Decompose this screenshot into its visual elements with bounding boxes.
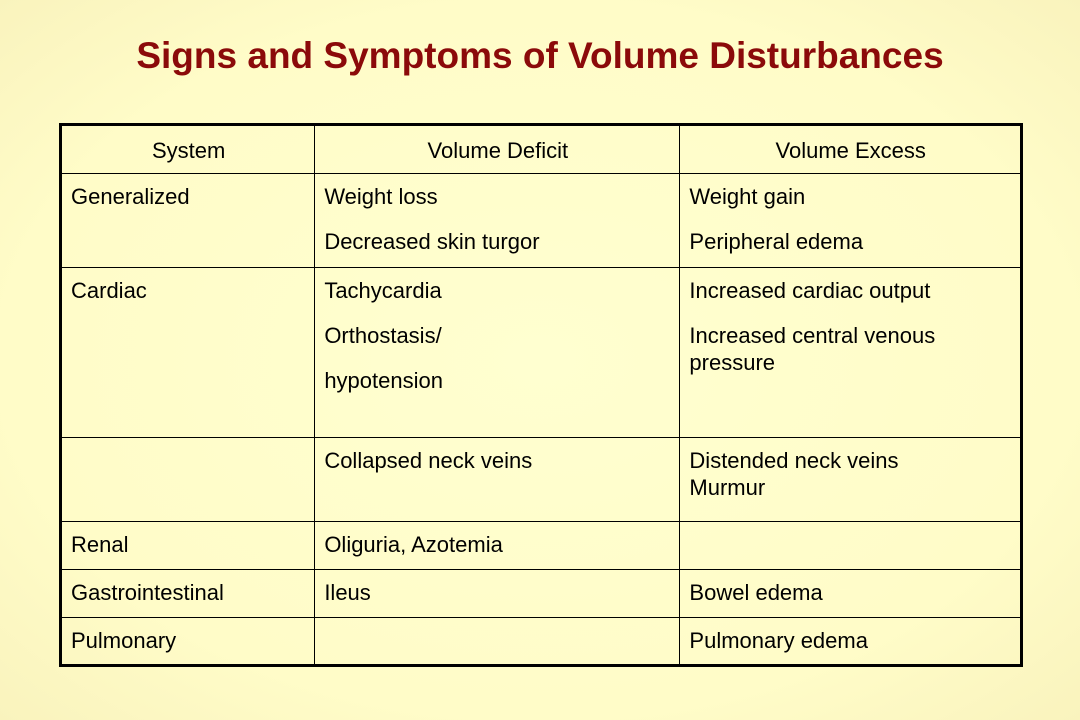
- excess-item: Bowel edema: [689, 580, 823, 605]
- excess-item: Increased central venous pressure: [689, 323, 936, 375]
- excess-item: Weight gain: [689, 184, 806, 209]
- table-row: [61, 268, 1022, 438]
- deficit-item: Collapsed neck veins: [324, 448, 533, 473]
- table-header-row: [61, 125, 1022, 174]
- deficit-item: Decreased skin turgor: [324, 229, 540, 254]
- cell-excess: [680, 618, 1022, 666]
- deficit-item: Orthostasis/: [324, 323, 442, 348]
- deficit-item: Ileus: [324, 580, 371, 605]
- deficit-item: Tachycardia: [324, 278, 442, 303]
- table-row: [61, 570, 1022, 618]
- system-label: Renal: [71, 532, 129, 557]
- cell-deficit: [315, 268, 680, 438]
- cell-system: [61, 438, 315, 522]
- cell-deficit: [315, 522, 680, 570]
- deficit-item: Oliguria, Azotemia: [324, 532, 503, 557]
- cell-system: [61, 174, 315, 268]
- system-label: Pulmonary: [71, 628, 177, 653]
- cell-deficit: [315, 438, 680, 522]
- header-system: System: [61, 125, 315, 174]
- volume-disturbance-table: [59, 123, 1023, 667]
- header-volume-deficit: Volume Deficit: [315, 125, 680, 174]
- cell-excess: [680, 174, 1022, 268]
- excess-item: Pulmonary edema: [689, 628, 868, 653]
- cell-excess: [680, 438, 1022, 522]
- cell-system: [61, 618, 315, 666]
- header-volume-excess: Volume Excess: [680, 125, 1022, 174]
- cell-excess: [680, 522, 1022, 570]
- cell-system: [61, 570, 315, 618]
- cell-deficit: [315, 570, 680, 618]
- excess-item: Distended neck veins: [689, 448, 899, 473]
- excess-item: Peripheral edema: [689, 229, 864, 254]
- excess-item: Increased cardiac output: [689, 278, 931, 303]
- deficit-item: hypotension: [324, 368, 443, 393]
- system-label: Gastrointestinal: [71, 580, 224, 605]
- cell-excess: [680, 268, 1022, 438]
- table-row: [61, 618, 1022, 666]
- cell-system: [61, 522, 315, 570]
- cell-excess: [680, 570, 1022, 618]
- deficit-item: Weight loss: [324, 184, 438, 209]
- table-row: [61, 522, 1022, 570]
- table-row: [61, 174, 1022, 268]
- cell-system: [61, 268, 315, 438]
- slide-title: Signs and Symptoms of Volume Disturbances: [136, 35, 944, 76]
- excess-item: Murmur: [689, 475, 766, 500]
- system-label: Generalized: [71, 184, 190, 209]
- cell-deficit: [315, 174, 680, 268]
- cell-deficit: [315, 618, 680, 666]
- table-row: [61, 438, 1022, 522]
- system-label: Cardiac: [71, 278, 147, 303]
